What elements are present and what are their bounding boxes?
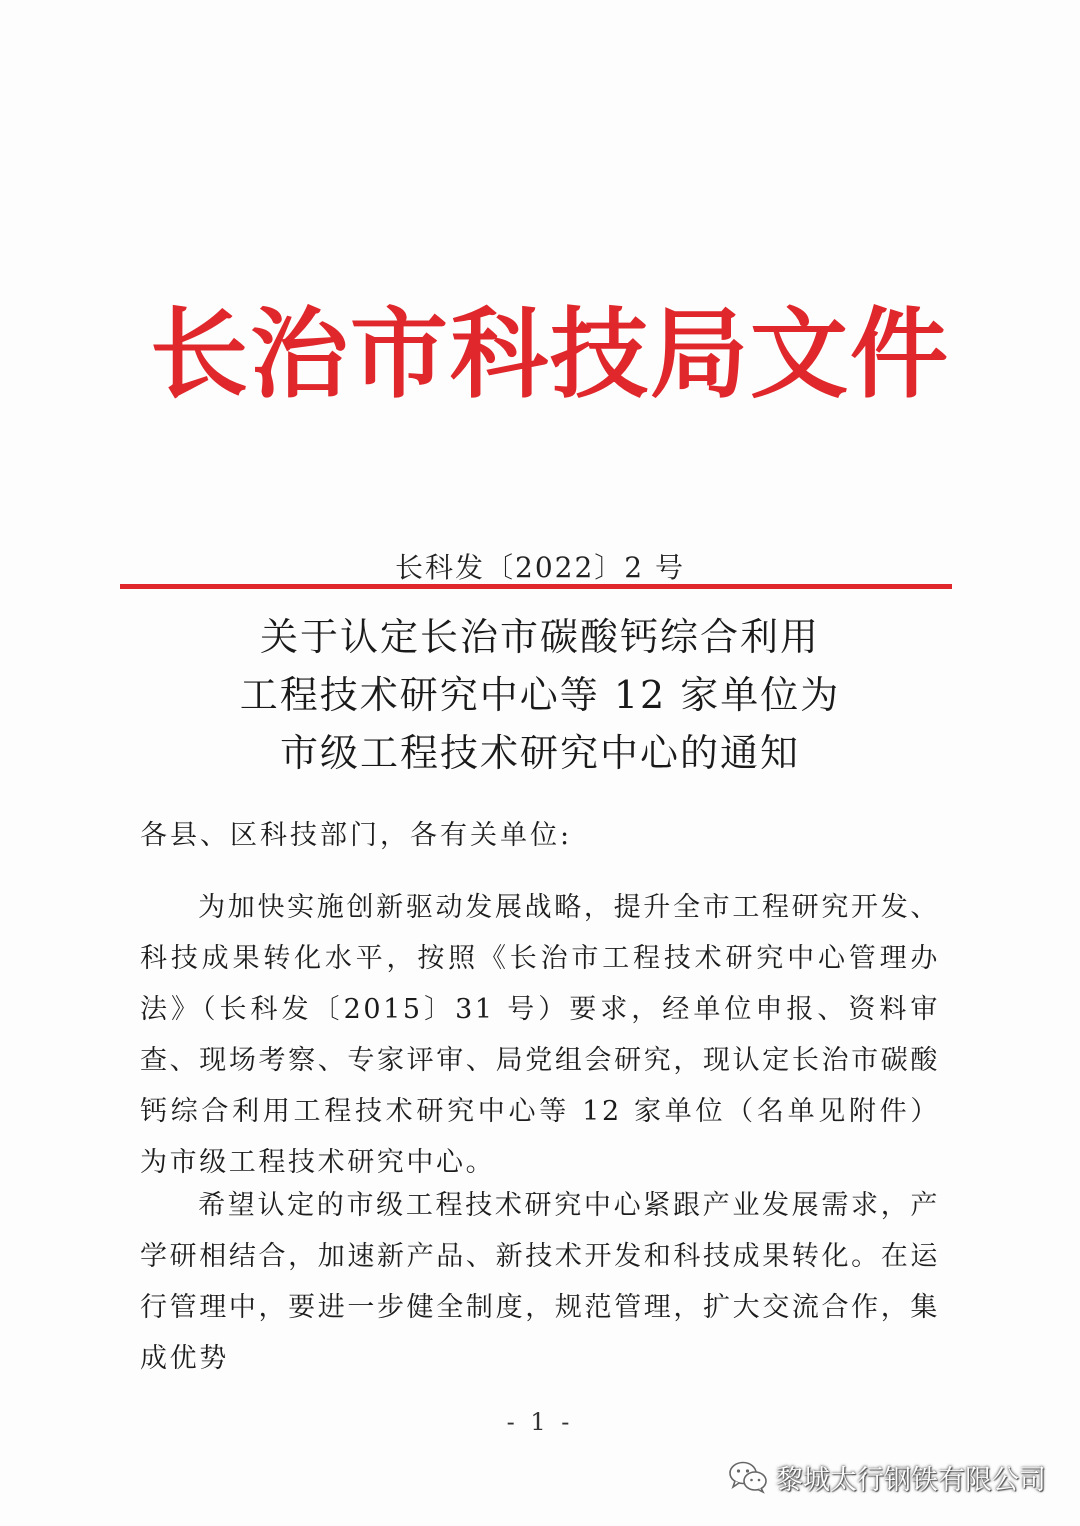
body-paragraph-1	[140, 882, 940, 1188]
body-paragraph-2-text: 希望认定的市级工程技术研究中心紧跟产业发展需求，产学研相结合，加速新产品、新技术开发和科技成果转化。在运行管理中，要进一步健全制度，规范管理，扩大交流合作，集成优势	[140, 1190, 940, 1374]
wechat-icon	[728, 1460, 768, 1494]
page-number: - 1 -	[506, 1408, 574, 1436]
title-line-1: 关于认定长治市碳酸钙综合利用	[259, 615, 820, 659]
watermark-text: 黎城太行钢铁有限公司	[776, 1464, 1046, 1496]
title-line-2: 工程技术研究中心等 12 家单位为	[239, 673, 841, 717]
notice-title	[160, 608, 920, 782]
wechat-watermark	[728, 1453, 1046, 1501]
red-divider-line	[120, 584, 952, 589]
masthead-title: 长治市科技局文件	[150, 297, 951, 412]
body-paragraph-2	[140, 1180, 940, 1384]
salutation: 各县、区科技部门，各有关单位:	[140, 820, 573, 851]
document-number: 长科发〔2022〕2 号	[395, 551, 685, 584]
title-line-3: 市级工程技术研究中心的通知	[279, 731, 800, 775]
body-paragraph-1-text: 为加快实施创新驱动发展战略，提升全市工程研究开发、科技成果转化水平，按照《长治市工程技术研究中心管理办法》（长科发〔2015〕31 号）要求，经单位申报、资料审查、现场考察、专家评审、局党组会研究，现认定长治市碳酸钙综合利用工程技术研究中心等 12 家单位（名单见附件）为市级工程技术研究中心。	[140, 892, 940, 1178]
